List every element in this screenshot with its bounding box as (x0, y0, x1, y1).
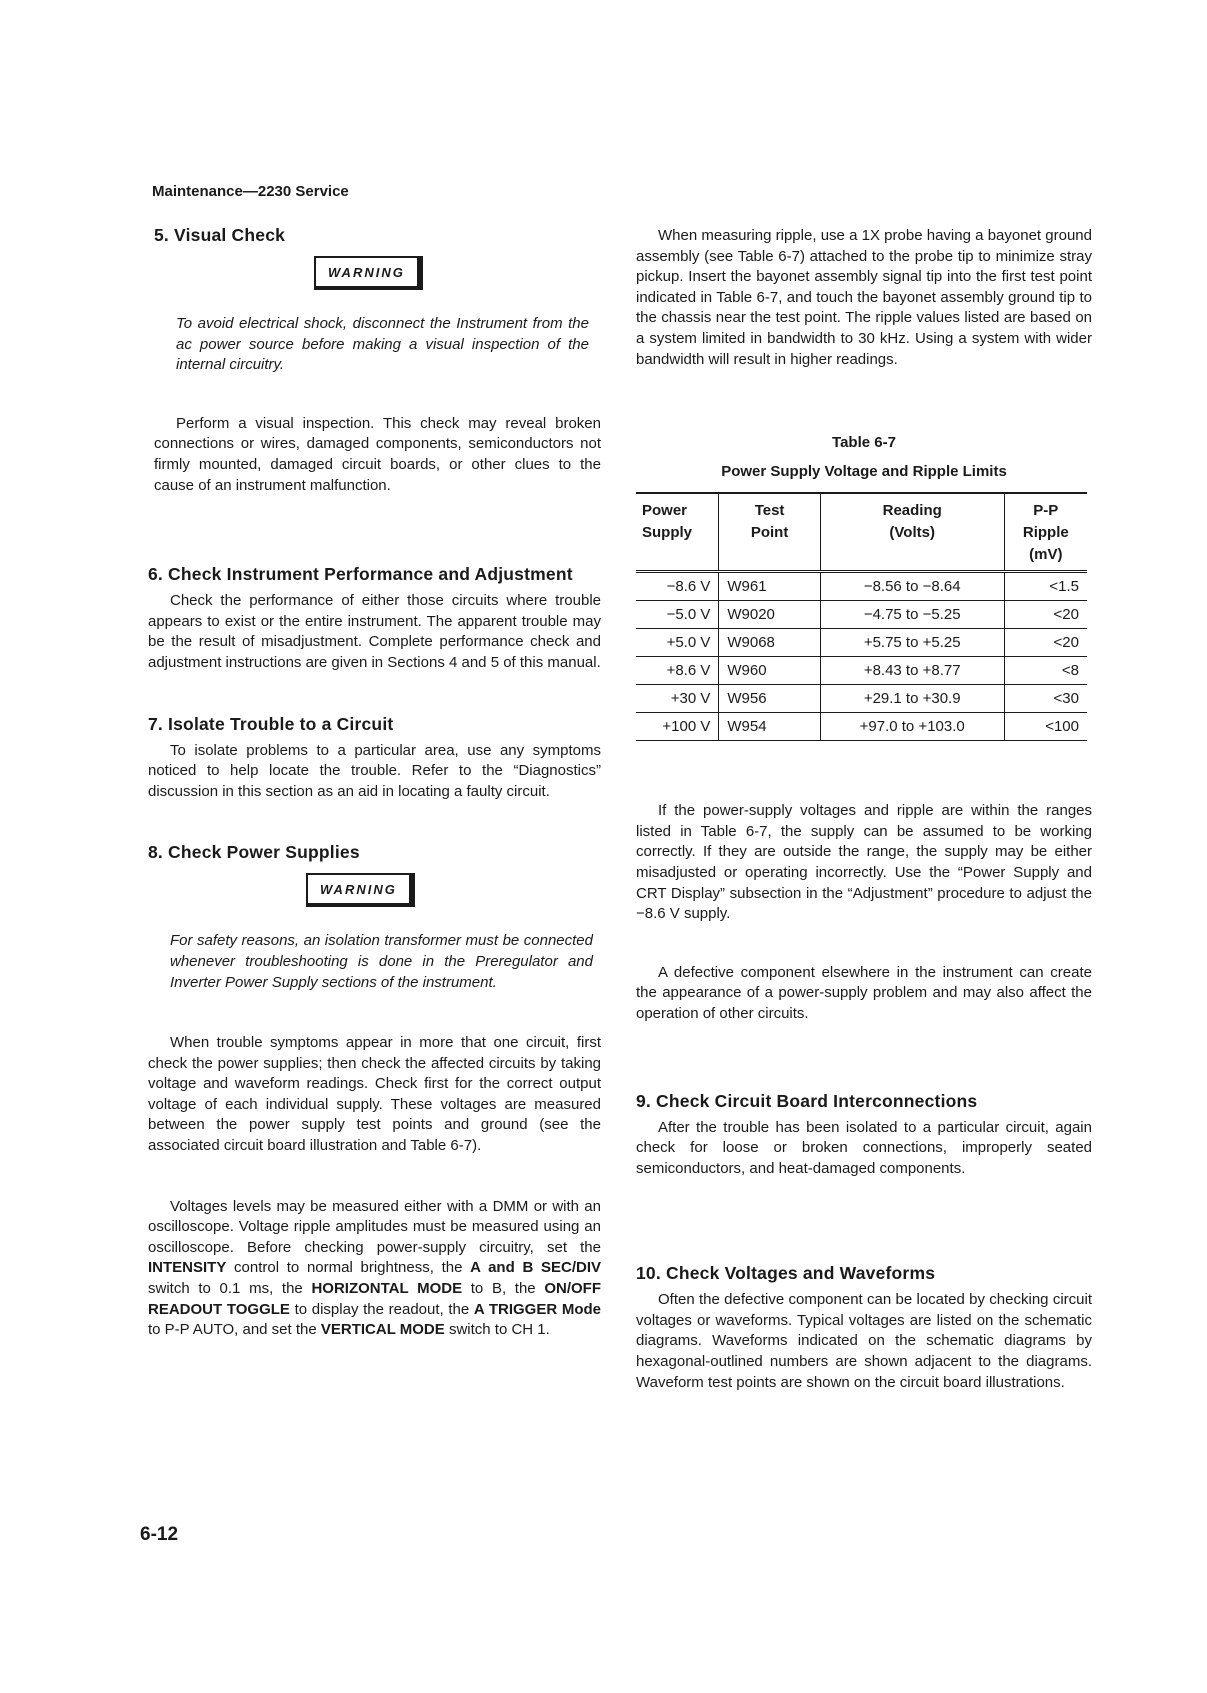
section-8-body-2: Voltages levels may be measured either with a DMM or with an oscilloscope. Voltage ripple amplitudes must be measured using an oscilloscope. Before checking power-supply circuitry, set the INTENSITY control to normal brightness, the A and B SEC/DIV switch to 0.1 ms, the HORIZONTAL MODE to B, the ON/OFF READOUT TOGGLE to display the readout, the A TRIGGER Mode to P-P AUTO, and set the VERTICAL MODE switch to CH 1. (148, 1197, 602, 1339)
table-row: +100 V W954 +97.0 to +103.0 <100 (636, 713, 1087, 741)
table-row: −8.6 V W961 −8.56 to −8.64 <1.5 (636, 572, 1087, 601)
right-column (636, 226, 1092, 1393)
warning-text-visual: To avoid electrical shock, disconnect the Instrument from the ac power source before making a visual inspection of the internal circuitry. (176, 315, 589, 374)
warning-badge: WARNING (306, 873, 415, 907)
after-table-text: If the power-supply voltages and ripple are within the ranges listed in Table 6-7, the supply can be assumed to be working correctly. If they are outside the range, the supply may be either misadjusted or operating incorrectly. Use the “Power Supply and CRT Display” subsection in the “Adjustment” procedure to adjust the −8.6 V supply. (636, 802, 1092, 923)
warning-text-isolation: For safety reasons, an isolation transformer must be connected whenever troubleshooting is done in the Preregulator and Inverter Power Supply sections of the instrument. (170, 932, 593, 991)
table-title: Power Supply Voltage and Ripple Limits (721, 463, 1007, 481)
running-head: Maintenance—2230 Service (152, 183, 349, 200)
col-header-ripple: P-P Ripple (mV) (1004, 493, 1087, 572)
section-5-title: 5. Visual Check (154, 225, 286, 245)
section-10-body: Often the defective component can be located by checking circuit voltages or waveforms. Typical voltages are listed on the schematic diagrams. Waveforms indicated on the schematic diagrams by hexagonal-outlined numbers are shown adjacent to the diagrams. Waveform test points are shown on the circuit board illustrations. (636, 1291, 1092, 1391)
table-number: Table 6-7 (832, 434, 896, 452)
defective-component-text: A defective component elsewhere in the instrument can create the appearance of a power-supply problem and may also affect the operation of other circuits. (636, 963, 1092, 1022)
col-header-point: Test Point (719, 493, 820, 572)
section-5-body: Perform a visual inspection. This check may reveal broken connections or wires, damaged components, semiconductors not firmly mounted, damaged circuit boards, or other clues to the cause of an instrument malfunction. (154, 414, 601, 494)
table-row: −5.0 V W9020 −4.75 to −5.25 <20 (636, 601, 1087, 629)
table-row: +5.0 V W9068 +5.75 to +5.25 <20 (636, 629, 1087, 657)
section-9-body: After the trouble has been isolated to a particular circuit, again check for loose or broken connections, improperly seated semiconductors, and heat-damaged components. (636, 1118, 1092, 1177)
power-supply-table (636, 492, 1087, 741)
section-9-title: 9. Check Circuit Board Interconnections (636, 1090, 978, 1111)
section-7-body: To isolate problems to a particular area, use any symptoms noticed to help locate the trouble. Refer to the “Diagnostics” discussion in this section as an aid in locating a faulty circuit. (148, 741, 601, 800)
section-6-title: 6. Check Instrument Performance and Adjustment (148, 564, 573, 585)
col-header-reading: Reading (Volts) (820, 493, 1004, 572)
page-number: 6-12 (140, 1524, 179, 1545)
section-10-title: 10. Check Voltages and Waveforms (636, 1263, 936, 1284)
section-7-title: 7. Isolate Trouble to a Circuit (148, 713, 394, 734)
section-6-body: Check the performance of either those circuits where trouble appears to exist or the entire instrument. The apparent trouble may be the result of misadjustment. Complete performance check and adjustment instructions are given in Sections 4 and 5 of this manual. (148, 592, 601, 671)
ripple-measurement-text: When measuring ripple, use a 1X probe having a bayonet ground assembly (see Table 6-7) attached to the probe tip to minimize stray pickup. Insert the bayonet assembly signal tip into the first test point indicated in Table 6-7, and touch the bayonet assembly ground tip to the chassis near the test point. The ripple values listed are based on a system limited in bandwidth to 30 kHz. Using a system with wider bandwidth will result in higher readings. (636, 227, 1092, 368)
table-row: +30 V W956 +29.1 to +30.9 <30 (636, 685, 1087, 713)
left-column (146, 225, 601, 1341)
section-8-title: 8. Check Power Supplies (148, 842, 360, 863)
table-row: +8.6 V W960 +8.43 to +8.77 <8 (636, 657, 1087, 685)
section-8-body-1: When trouble symptoms appear in more that one circuit, first check the power supplies; then check the affected circuits by taking voltage and waveform readings. Check first for the correct output voltage of each individual supply. These voltages are measured between the power supply test points and ground (see the associated circuit board illustration and Table 6-7). (148, 1034, 601, 1155)
warning-badge: WARNING (314, 256, 423, 290)
col-header-supply: Power Supply (636, 493, 719, 572)
